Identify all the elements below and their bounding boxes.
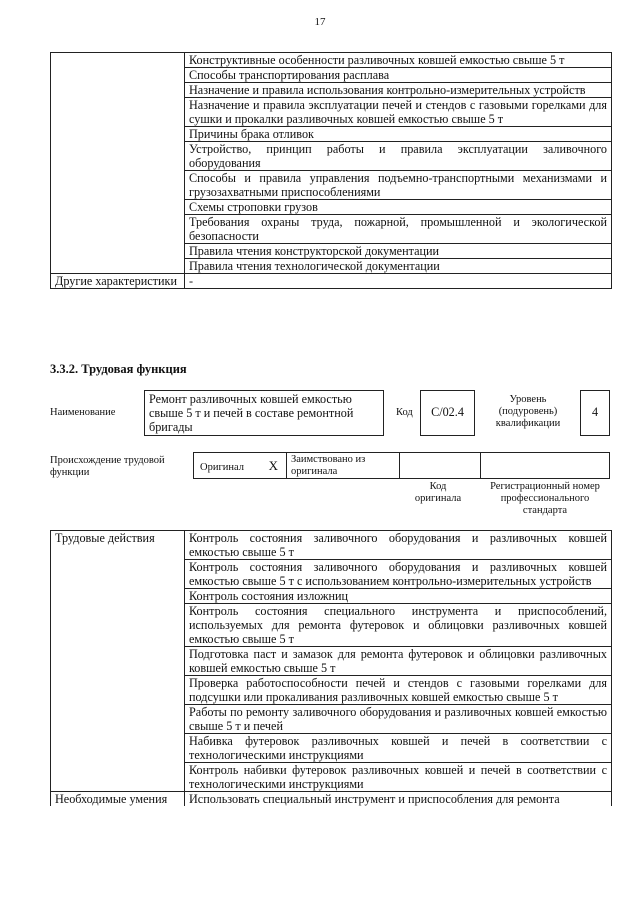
knowledge-item: Требования охраны труда, пожарной, промышленной и экологической безопасности [185,215,612,244]
empty-label-cell [51,259,185,274]
name-label: Наименование [50,407,116,418]
knowledge-item: Назначение и правила эксплуатации печей и стендов с газовыми горелками для сушки и прокалки разливочных ковшей емкостью свыше 5 т [185,98,612,127]
empty-label-cell [51,83,185,98]
labor-actions-label: Трудовые действия [51,531,185,792]
empty-label-cell [51,127,185,142]
labor-action-item: Контроль состояния изложниц [185,589,612,604]
empty-label-cell [51,98,185,127]
knowledge-item: Правила чтения технологической документации [185,259,612,274]
table-row [51,259,612,274]
empty-label-cell [51,142,185,171]
table-row [51,215,612,244]
empty-label-cell [51,53,185,68]
labor-action-item: Работы по ремонту заливочного оборудования и разливочных ковшей емкостью свыше 5 т и печей [185,705,612,734]
labor-action-item: Контроль состояния заливочного оборудования и разливочных ковшей емкостью свыше 5 т [185,531,612,560]
qualification-level-box: 4 [580,390,610,436]
labor-action-item: Набивка футеровок разливочных ковшей и печей в соответствии с технологическими инструкциями [185,734,612,763]
table-row [51,200,612,215]
labor-action-item: Подготовка паст и замазок для ремонта футеровок и облицовки разливочных ковшей емкостью свыше 5 т [185,647,612,676]
knowledge-item: Способы транспортирования расплава [185,68,612,83]
empty-label-cell [51,200,185,215]
knowledge-item: Схемы строповки грузов [185,200,612,215]
registration-number-box [480,452,610,479]
table-row [51,531,612,560]
table-row [51,98,612,127]
original-code-caption: Код оригинала [414,481,462,504]
table-row [51,244,612,259]
knowledge-table [50,52,612,289]
origin-label: Происхождение трудовой функции [50,455,165,478]
table-row [51,53,612,68]
knowledge-item: Конструктивные особенности разливочных ковшей емкостью свыше 5 т [185,53,612,68]
empty-label-cell [51,171,185,200]
original-box [193,452,287,479]
labor-actions-table [50,530,612,806]
knowledge-item: Причины брака отливок [185,127,612,142]
empty-label-cell [51,68,185,83]
required-skills-label: Необходимые умения [51,792,185,807]
labor-action-item: Проверка работоспособности печей и стендов с газовыми горелками для подсушки или прокаливания разливочных ковшей емкостью свыше 5 т [185,676,612,705]
function-code-box: C/02.4 [420,390,475,436]
empty-label-cell [51,215,185,244]
labor-action-item: Контроль набивки футеровок разливочных ковшей и печей в соответствии с технологическими инструкциями [185,763,612,792]
original-label: Оригинал [200,462,244,473]
table-row [51,142,612,171]
knowledge-item: Устройство, принцип работы и правила эксплуатации заливочного оборудования [185,142,612,171]
table-row [51,83,612,98]
borrowed-box: Заимствовано из оригинала [286,452,400,479]
page-number: 17 [314,16,326,28]
section-heading: 3.3.2. Трудовая функция [50,362,187,376]
table-row [51,171,612,200]
other-characteristics-row [51,274,612,289]
table-row [51,68,612,83]
table-row [51,127,612,142]
qualification-level-label: Уровень (подуровень) квалификации [495,394,561,429]
function-name-box: Ремонт разливочных ковшей емкостью свыше 5 т и печей в составе ремонтной бригады [144,390,384,436]
labor-action-item: Контроль состояния специального инструмента и приспособлений, используемых для ремонта футеровок и облицовки разливочных ковшей емкостью свыше 5 т [185,604,612,647]
labor-action-item: Контроль состояния заливочного оборудования и разливочных ковшей емкостью свыше 5 т с использованием контрольно-измерительных устройств [185,560,612,589]
required-skill-item: Использовать специальный инструмент и приспособления для ремонта [185,792,612,807]
other-characteristics-value: - [185,274,612,289]
registration-number-caption: Регистрационный номер профессионального стандарта [490,481,600,516]
other-characteristics-label: Другие характеристики [51,274,185,289]
code-label: Код [396,407,413,418]
knowledge-item: Правила чтения конструкторской документации [185,244,612,259]
table-row [51,792,612,807]
knowledge-item: Способы и правила управления подъемно-транспортными механизмами и грузозахватными приспособлениями [185,171,612,200]
knowledge-item: Назначение и правила использования контрольно-измерительных устройств [185,83,612,98]
original-code-box [399,452,481,479]
original-mark: X [268,458,278,473]
empty-label-cell [51,244,185,259]
